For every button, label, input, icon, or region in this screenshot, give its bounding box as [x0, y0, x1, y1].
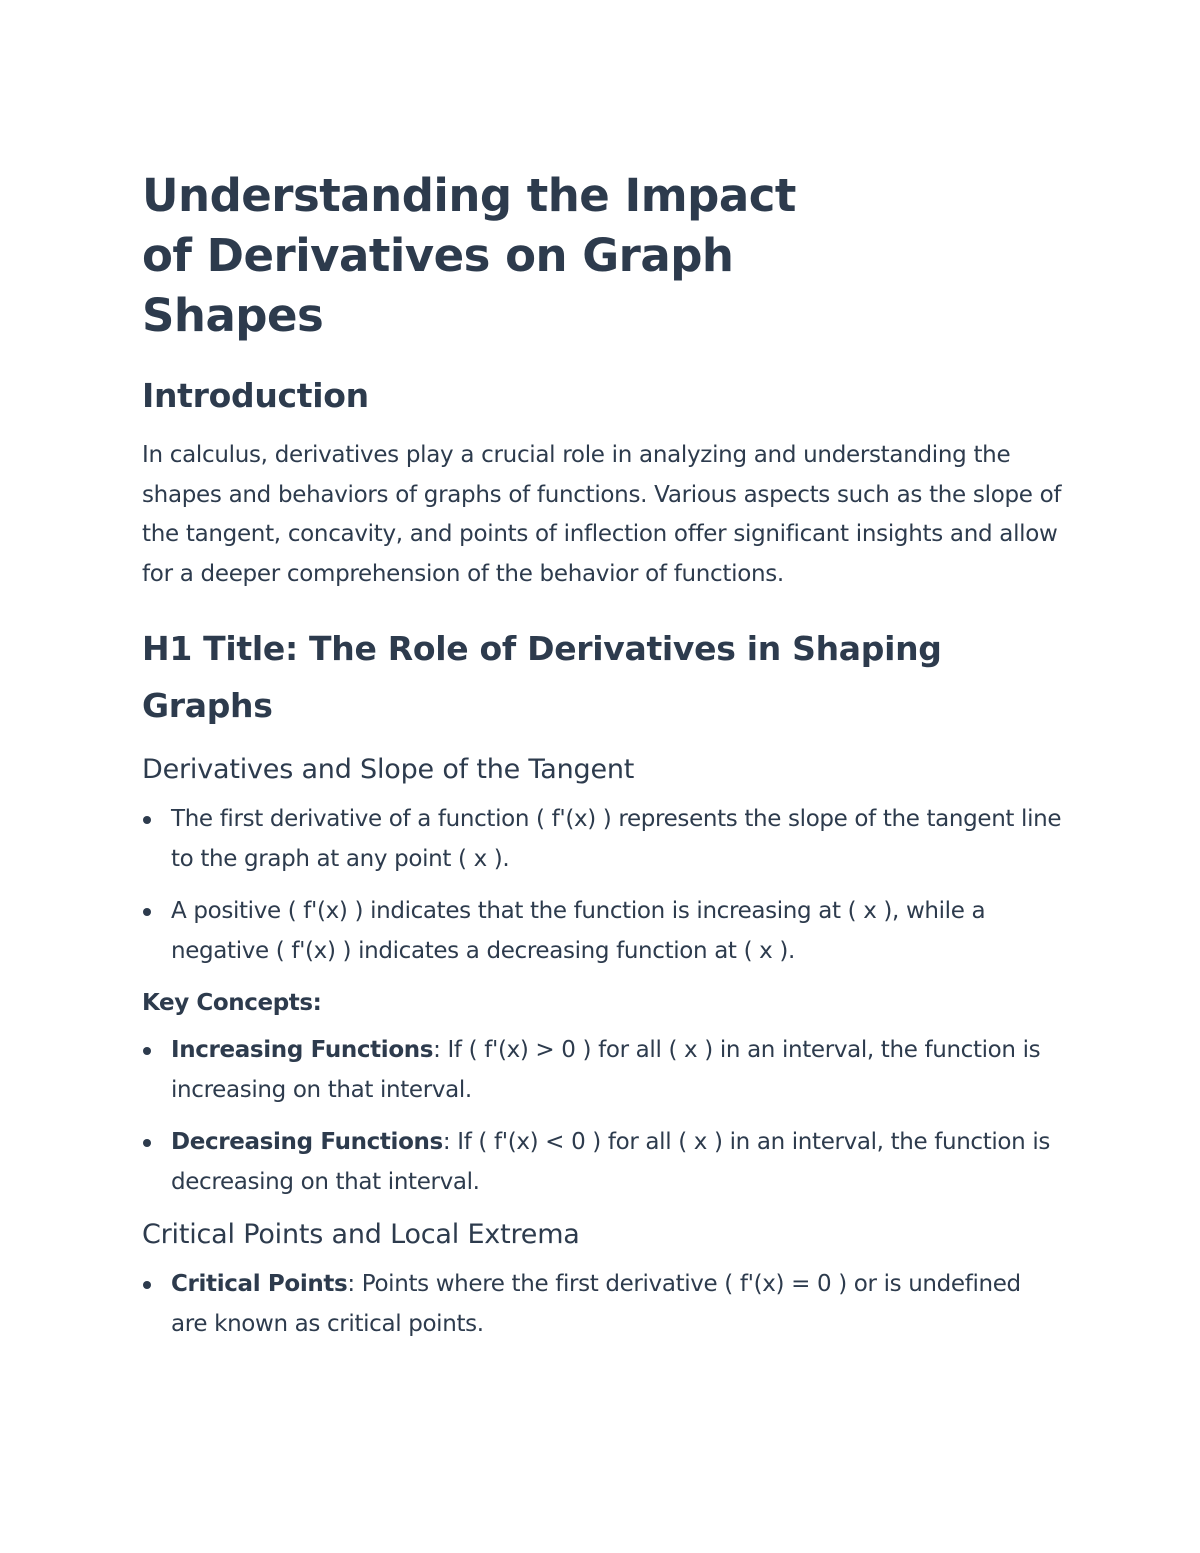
list-item — [142, 1123, 1062, 1202]
document-title: Understanding the Impact of Derivatives on Graph Shapes — [142, 169, 796, 342]
list-item-text: : If ( f'(x) > 0 ) for all ( x ) in an interval, the function is increasing on that interval. — [171, 1037, 1041, 1103]
list-item — [142, 1265, 1062, 1344]
bullet-icon — [143, 1139, 151, 1147]
document-page — [142, 166, 1062, 1357]
introduction-heading: Introduction — [142, 376, 369, 415]
key-concepts-heading: Key Concepts: — [142, 990, 322, 1016]
introduction-paragraph: In calculus, derivatives play a crucial role in analyzing and understanding the shapes and behaviors of graphs of functions. Various aspects such as the slope of the tangent, concavity, and points of inflection offer significant insights and allow for a deeper comprehension of the behavior of functions. — [142, 442, 1062, 587]
list-item — [142, 892, 1062, 971]
list-item-text: The first derivative of a function ( f'(x) ) represents the slope of the tangent line to the graph at any point ( x ). — [171, 806, 1062, 872]
bullet-icon — [143, 816, 151, 824]
list-item — [142, 1031, 1062, 1110]
list-item-term: Decreasing Functions — [171, 1129, 443, 1155]
slope-bullet-list — [142, 800, 1062, 971]
list-item-term: Critical Points — [171, 1271, 348, 1297]
bullet-icon — [143, 1281, 151, 1289]
critical-subsection-heading: Critical Points and Local Extrema — [142, 1219, 580, 1250]
list-item-term: Increasing Functions — [171, 1037, 434, 1063]
list-item-text: : If ( f'(x) < 0 ) for all ( x ) in an interval, the function is decreasing on that interval. — [171, 1129, 1051, 1195]
slope-subsection-heading: Derivatives and Slope of the Tangent — [142, 754, 635, 785]
list-item-text: : Points where the first derivative ( f'(x) = 0 ) or is undefined are known as critical points. — [171, 1271, 1021, 1337]
list-item-text: A positive ( f'(x) ) indicates that the function is increasing at ( x ), while a negative ( f'(x) ) indicates a decreasing function at ( x ). — [171, 898, 986, 964]
critical-points-list — [142, 1265, 1062, 1344]
role-section-heading: H1 Title: The Role of Derivatives in Shaping Graphs — [142, 629, 942, 725]
key-concepts-list — [142, 1031, 1062, 1202]
list-item — [142, 800, 1062, 879]
bullet-icon — [143, 1047, 151, 1055]
bullet-icon — [143, 908, 151, 916]
